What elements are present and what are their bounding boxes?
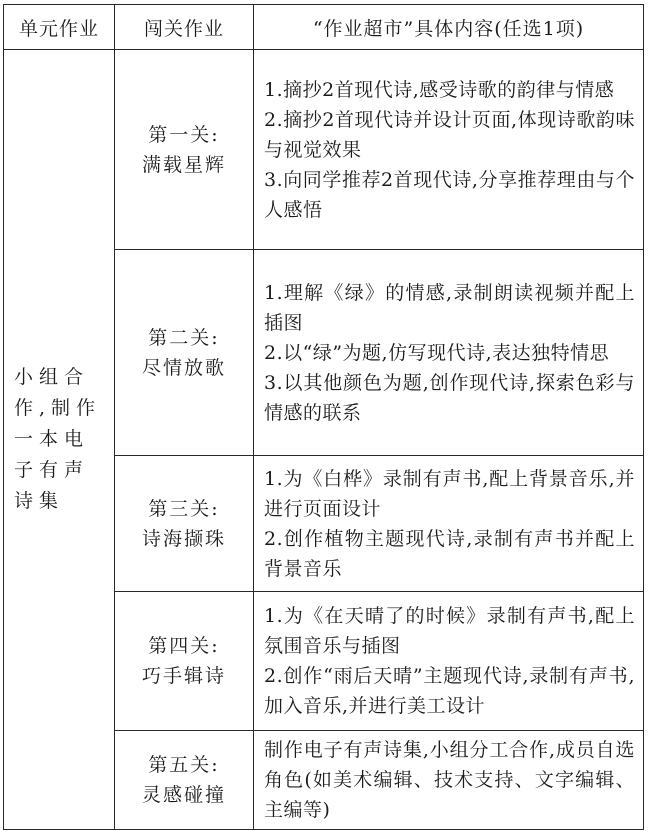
- unit-task-cell: 小组合作,制作一本电子有声诗集: [4, 50, 115, 830]
- level-5-content: [254, 731, 644, 830]
- level-3-stage: 第三关:: [148, 497, 220, 520]
- level-1-cell: [115, 50, 254, 250]
- level-3-name: 诗海撷珠: [141, 527, 226, 550]
- level-3-item-2: 2.创作植物主题现代诗,录制有声书并配上背景音乐: [264, 527, 635, 580]
- level-2-stage: 第二关:: [148, 326, 220, 349]
- homework-table-document: [3, 4, 644, 827]
- level-5-stage: 第五关:: [148, 754, 220, 776]
- level-1-name: 满载星辉: [141, 153, 226, 176]
- level-2-item-1: 1.理解《绿》的情感,录制朗读视频并配上插图: [264, 281, 635, 334]
- header-unit-task: 单元作业: [4, 5, 115, 50]
- header-level-task: 闯关作业: [115, 5, 254, 50]
- level-2-cell: [115, 250, 254, 456]
- level-3-content: [254, 456, 644, 592]
- level-1-item-1: 1.摘抄2首现代诗,感受诗歌的韵律与情感: [264, 78, 615, 101]
- level-2-name: 尽情放歌: [141, 356, 226, 379]
- level-4-item-1: 1.为《在天晴了的时候》录制有声书,配上氛围音乐与插图: [264, 605, 635, 657]
- level-1-content: [254, 50, 644, 250]
- level-5-cell: [115, 731, 254, 830]
- level-5-name: 灵感碰撞: [141, 784, 226, 806]
- level-5-item-1: 制作电子有声诗集,小组分工合作,成员自选角色(如美术编辑、技术支持、文字编辑、主编等): [264, 739, 635, 821]
- level-4-name: 巧手辑诗: [141, 665, 226, 687]
- level-4-cell: [115, 592, 254, 731]
- level-2-item-2: 2.以“绿”为题,仿写现代诗,表达独特情思: [264, 341, 610, 364]
- level-3-item-1: 1.为《白桦》录制有声书,配上背景音乐,并进行页面设计: [264, 467, 635, 520]
- level-2-content: [254, 250, 644, 456]
- level-4-content: [254, 592, 644, 731]
- level-4-item-2: 2.创作“雨后天晴”主题现代诗,录制有声书,加入音乐,并进行美工设计: [264, 665, 635, 717]
- table-row: [4, 50, 644, 250]
- homework-table: [3, 4, 644, 830]
- level-2-item-3: 3.以其他颜色为题,创作现代诗,探索色彩与情感的联系: [264, 371, 635, 424]
- level-3-cell: [115, 456, 254, 592]
- header-row: [4, 5, 644, 50]
- header-content: “作业超市”具体内容(任选1项): [254, 5, 644, 50]
- level-1-item-2: 2.摘抄2首现代诗并设计页面,体现诗歌韵味与视觉效果: [264, 108, 635, 161]
- level-4-stage: 第四关:: [148, 635, 220, 657]
- level-1-item-3: 3.向同学推荐2首现代诗,分享推荐理由与个人感悟: [264, 168, 635, 221]
- level-1-stage: 第一关:: [148, 123, 220, 146]
